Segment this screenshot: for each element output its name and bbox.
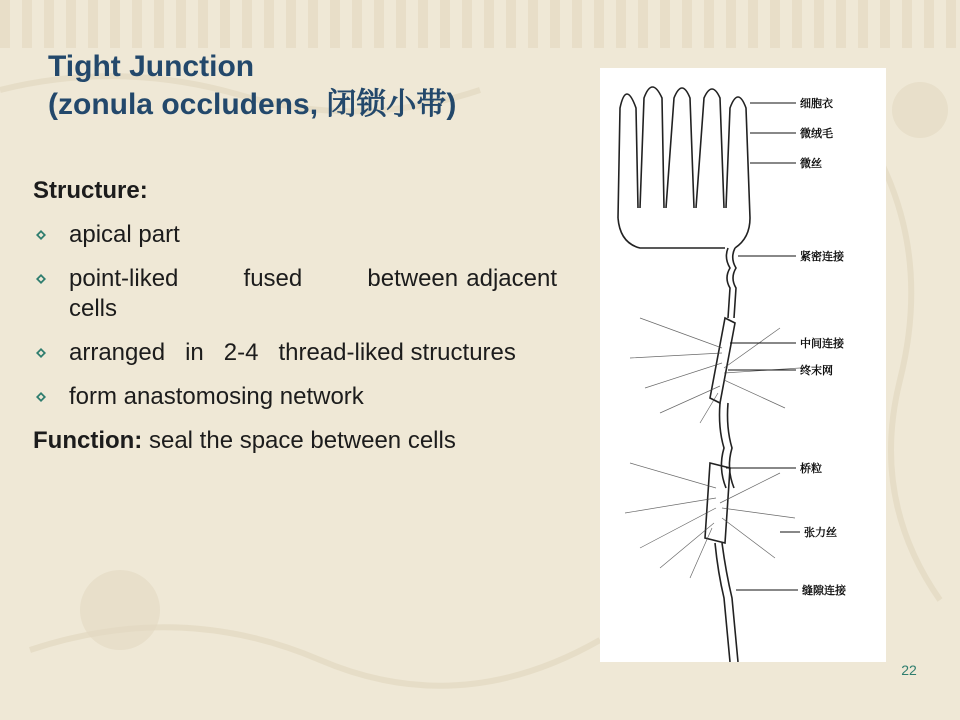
diamond-bullet-icon <box>36 348 46 358</box>
junction-diagram <box>600 68 886 662</box>
page-number: 22 <box>901 662 917 678</box>
label-microfilament: 微丝 <box>800 157 822 170</box>
label-microvilli: 微绒毛 <box>800 127 833 140</box>
diamond-bullet-icon <box>36 392 46 402</box>
structure-heading: Structure: <box>33 177 148 204</box>
function-text: seal the space between cells <box>142 427 456 454</box>
list-item <box>33 220 557 250</box>
label-tight-junction: 紧密连接 <box>800 250 844 263</box>
label-cell-coat: 细胞衣 <box>800 97 833 110</box>
slide-body <box>33 176 564 456</box>
list-item-text: form anastomosing network <box>69 383 364 410</box>
list-item <box>33 382 557 412</box>
junction-illustration <box>600 68 886 662</box>
label-gap-junction: 缝隙连接 <box>802 584 846 597</box>
list-item <box>33 264 564 324</box>
structure-list <box>33 220 564 412</box>
diamond-bullet-icon <box>36 230 46 240</box>
title-line-2: (zonula occludens, 闭锁小带) <box>48 88 457 121</box>
slide-title <box>48 48 588 124</box>
label-desmosome: 桥粒 <box>800 462 822 475</box>
label-tonofilament: 张力丝 <box>804 526 837 539</box>
list-item-text: point-liked fused between adjacent cells <box>69 265 564 322</box>
title-line-1: Tight Junction <box>48 50 255 83</box>
list-item-text: arranged in 2-4 thread-liked structures <box>69 339 516 366</box>
function-line <box>33 426 557 456</box>
function-label: Function: <box>33 427 143 454</box>
list-item-text: apical part <box>69 221 180 248</box>
diamond-bullet-icon <box>36 274 46 284</box>
label-intermediate-junction: 中间连接 <box>800 337 844 350</box>
list-item <box>33 338 557 368</box>
label-terminal-web: 终末网 <box>800 364 833 377</box>
